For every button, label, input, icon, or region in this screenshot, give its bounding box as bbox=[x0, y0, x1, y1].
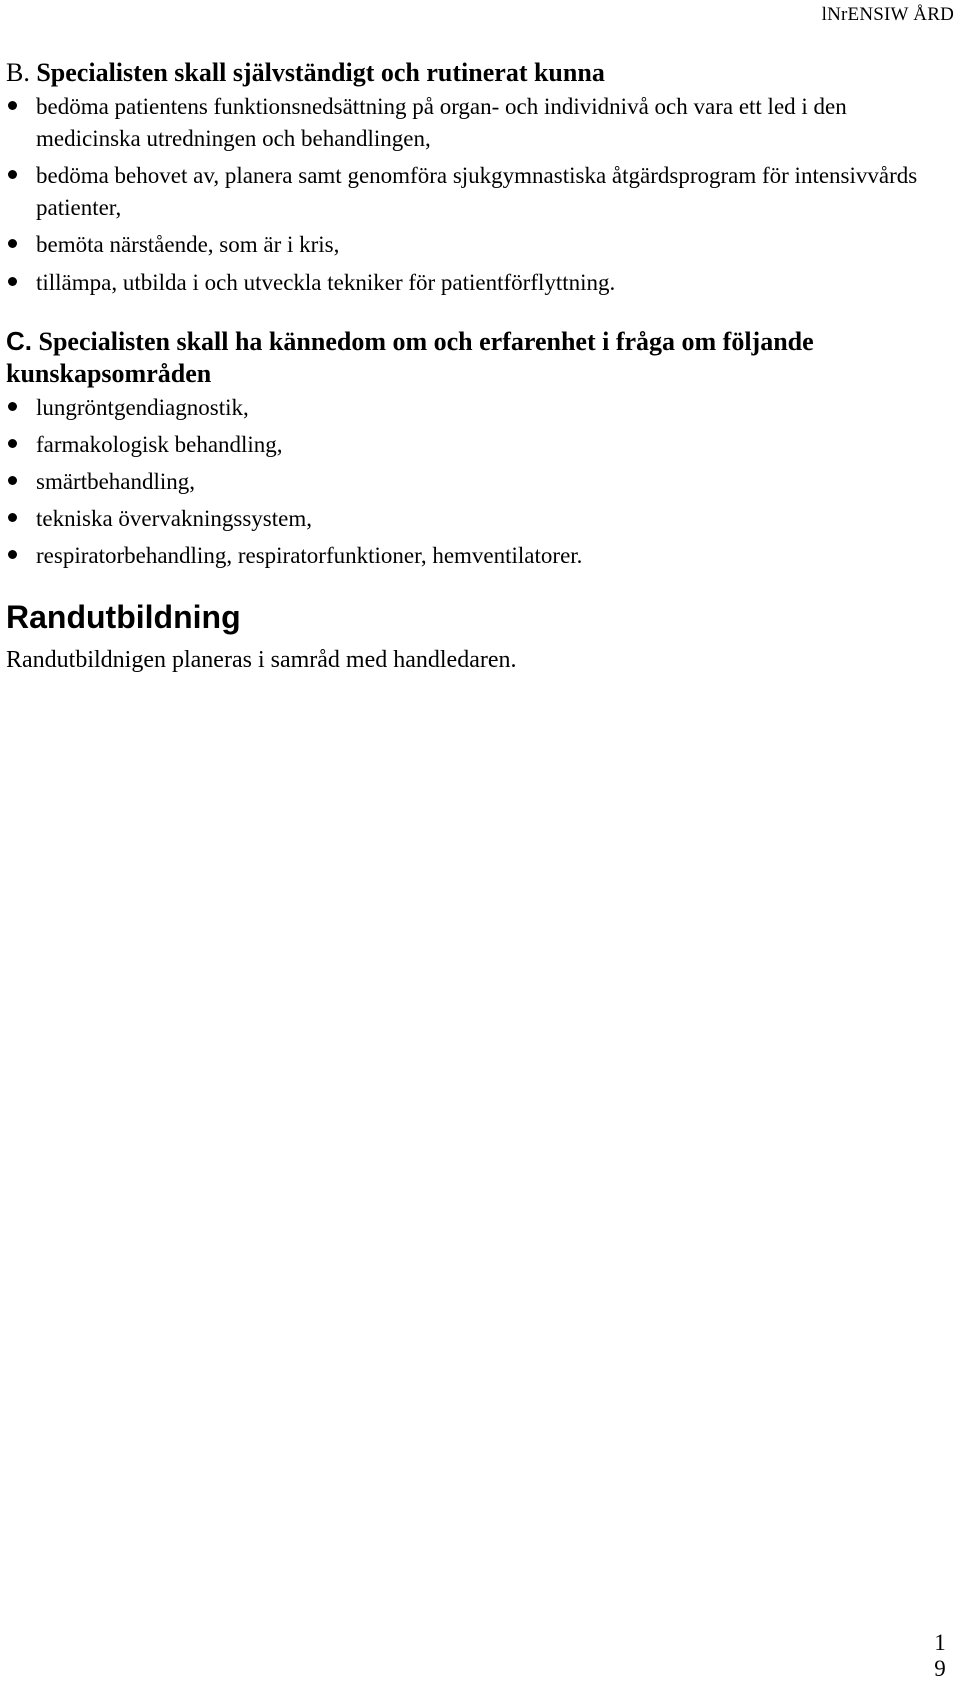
list-item bbox=[6, 540, 951, 572]
list-item-text: lungröntgendiagnostik, bbox=[36, 395, 249, 420]
section-b-letter: B. bbox=[6, 58, 30, 87]
list-item bbox=[6, 229, 951, 261]
list-item bbox=[6, 91, 951, 154]
list-item-text: bedöma behovet av, planera samt genomföra sjukgymnastiska åtgärdsprogram för intensivvårds patienter, bbox=[36, 163, 918, 220]
bullet-icon bbox=[8, 476, 17, 485]
list-item-text: farmakologisk behandling, bbox=[36, 432, 283, 457]
bullet-icon bbox=[8, 170, 17, 179]
list-item-text: respiratorbehandling, respiratorfunktioner, hemventilatorer. bbox=[36, 543, 583, 568]
list-item bbox=[6, 160, 951, 223]
bullet-icon bbox=[8, 239, 17, 248]
list-item bbox=[6, 429, 951, 461]
section-c-title: Specialisten skall ha kännedom om och erfarenhet i fråga om följande kunskapsområden bbox=[6, 327, 814, 388]
bullet-icon bbox=[8, 550, 17, 559]
bullet-icon bbox=[8, 277, 17, 286]
bullet-icon bbox=[8, 101, 17, 110]
section-b-list bbox=[6, 91, 951, 298]
randutbildning-heading: Randutbildning bbox=[6, 599, 241, 635]
page-number-digit-1: 1 bbox=[934, 1630, 946, 1655]
section-b-title: Specialisten skall självständigt och rutinerat kunna bbox=[36, 58, 605, 87]
list-item bbox=[6, 466, 951, 498]
bullet-icon bbox=[8, 439, 17, 448]
section-c bbox=[6, 325, 951, 577]
section-b bbox=[6, 57, 951, 304]
list-item-text: smärtbehandling, bbox=[36, 469, 196, 494]
list-item bbox=[6, 267, 951, 299]
list-item bbox=[6, 503, 951, 535]
bullet-icon bbox=[8, 402, 17, 411]
section-c-list bbox=[6, 392, 951, 572]
randutbildning-text: Randutbildnigen planeras i samråd med handledaren. bbox=[6, 647, 517, 673]
bullet-icon bbox=[8, 513, 17, 522]
section-c-heading bbox=[6, 325, 951, 390]
running-header: lNrENSIW ÅRD bbox=[821, 4, 954, 25]
list-item-text: tillämpa, utbilda i och utveckla tekniker för patientförflyttning. bbox=[36, 269, 616, 295]
section-c-letter: C. bbox=[6, 326, 32, 356]
page-number bbox=[930, 1630, 950, 1682]
list-item-text: tekniska övervakningssystem, bbox=[36, 506, 312, 531]
page-number-digit-2: 9 bbox=[934, 1656, 946, 1681]
list-item bbox=[6, 392, 951, 424]
list-item-text: bemöta närstående, som är i kris, bbox=[36, 232, 340, 257]
section-b-heading bbox=[6, 57, 951, 89]
list-item-text: bedöma patientens funktionsnedsättning på organ- och individnivå och vara ett led i den medicinska utredningen och behandlingen, bbox=[36, 94, 847, 151]
